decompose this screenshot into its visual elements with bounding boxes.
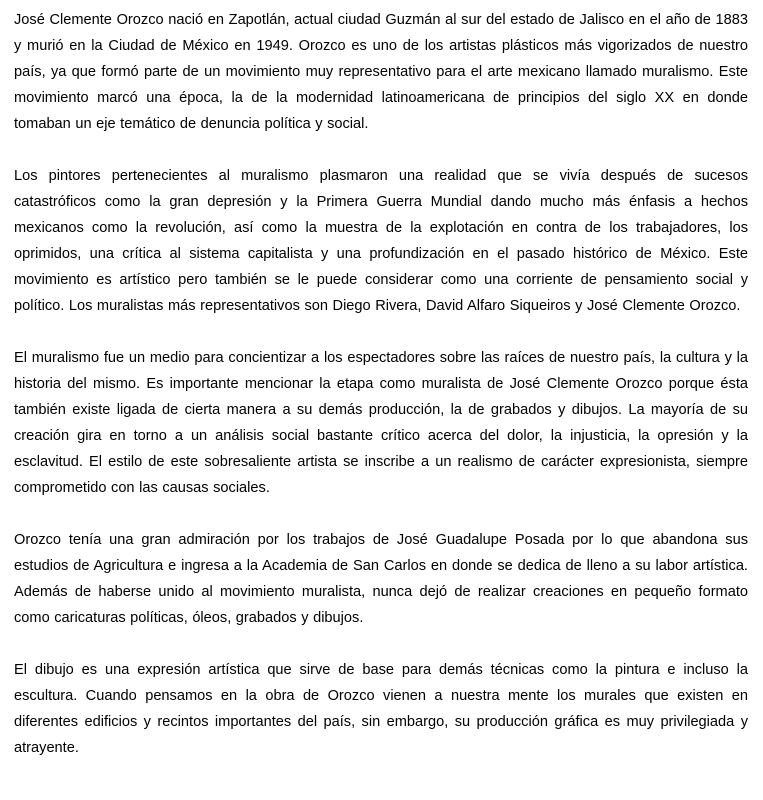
paragraph-muralism-purpose: El muralismo fue un medio para concientizar a los espectadores sobre las raíces de nuestro país, la cultura y la historia del mismo. Es importante mencionar la etapa como muralista de José Clemente Orozco porque ésta también existe ligada de cierta manera a su demás producción, la de grabados y dibujos. La mayoría de su creación gira en torno a un análisis social bastante crítico acerca del dolor, la injusticia, la opresión y la esclavitud. El estilo de este sobresaliente artista se inscribe a un realismo de carácter expresionista, siempre comprometido con las causas sociales. <box>14 350 748 496</box>
paragraph-intro-biography: José Clemente Orozco nació en Zapotlán, actual ciudad Guzmán al sur del estado de Jalisco en el año de 1883 y murió en la Ciudad de México en 1949. Orozco es uno de los artistas plásticos más vigorizados de nuestro país, ya que formó parte de un movimiento muy representativo para el arte mexicano llamado muralismo. Este movimiento marcó una época, la de la modernidad latinoamericana de principios del siglo XX en donde tomaban un eje temático de denuncia política y social. <box>14 12 748 132</box>
paragraph-muralism-context: Los pintores pertenecientes al muralismo plasmaron una realidad que se vivía después de sucesos catastróficos como la gran depresión y la Primera Guerra Mundial dando mucho más énfasis a hechos mexicanos como la revolución, así como la muestra de la explotación en contra de los trabajadores, los oprimidos, una crítica al sistema capitalista y una profundización en el pasado histórico de México. Este movimiento es artístico pero también se le puede considerar como una corriente de pensamiento social y político. Los muralistas más representativos son Diego Rivera, David Alfaro Siqueiros y José Clemente Orozco. <box>14 168 748 314</box>
paragraph-drawing-importance: El dibujo es una expresión artística que sirve de base para demás técnicas como la pintura e incluso la escultura. Cuando pensamos en la obra de Orozco vienen a nuestra mente los murales que existen en diferentes edificios y recintos importantes del país, sin embargo, su producción gráfica es muy privilegiada y atrayente. <box>14 662 748 756</box>
paragraph-posada-influence: Orozco tenía una gran admiración por los trabajos de José Guadalupe Posada por lo que abandona sus estudios de Agricultura e ingresa a la Academia de San Carlos en donde se dedica de lleno a su labor artística. Además de haberse unido al movimiento muralista, nunca dejó de realizar creaciones en pequeño formato como caricaturas políticas, óleos, grabados y dibujos. <box>14 532 748 626</box>
